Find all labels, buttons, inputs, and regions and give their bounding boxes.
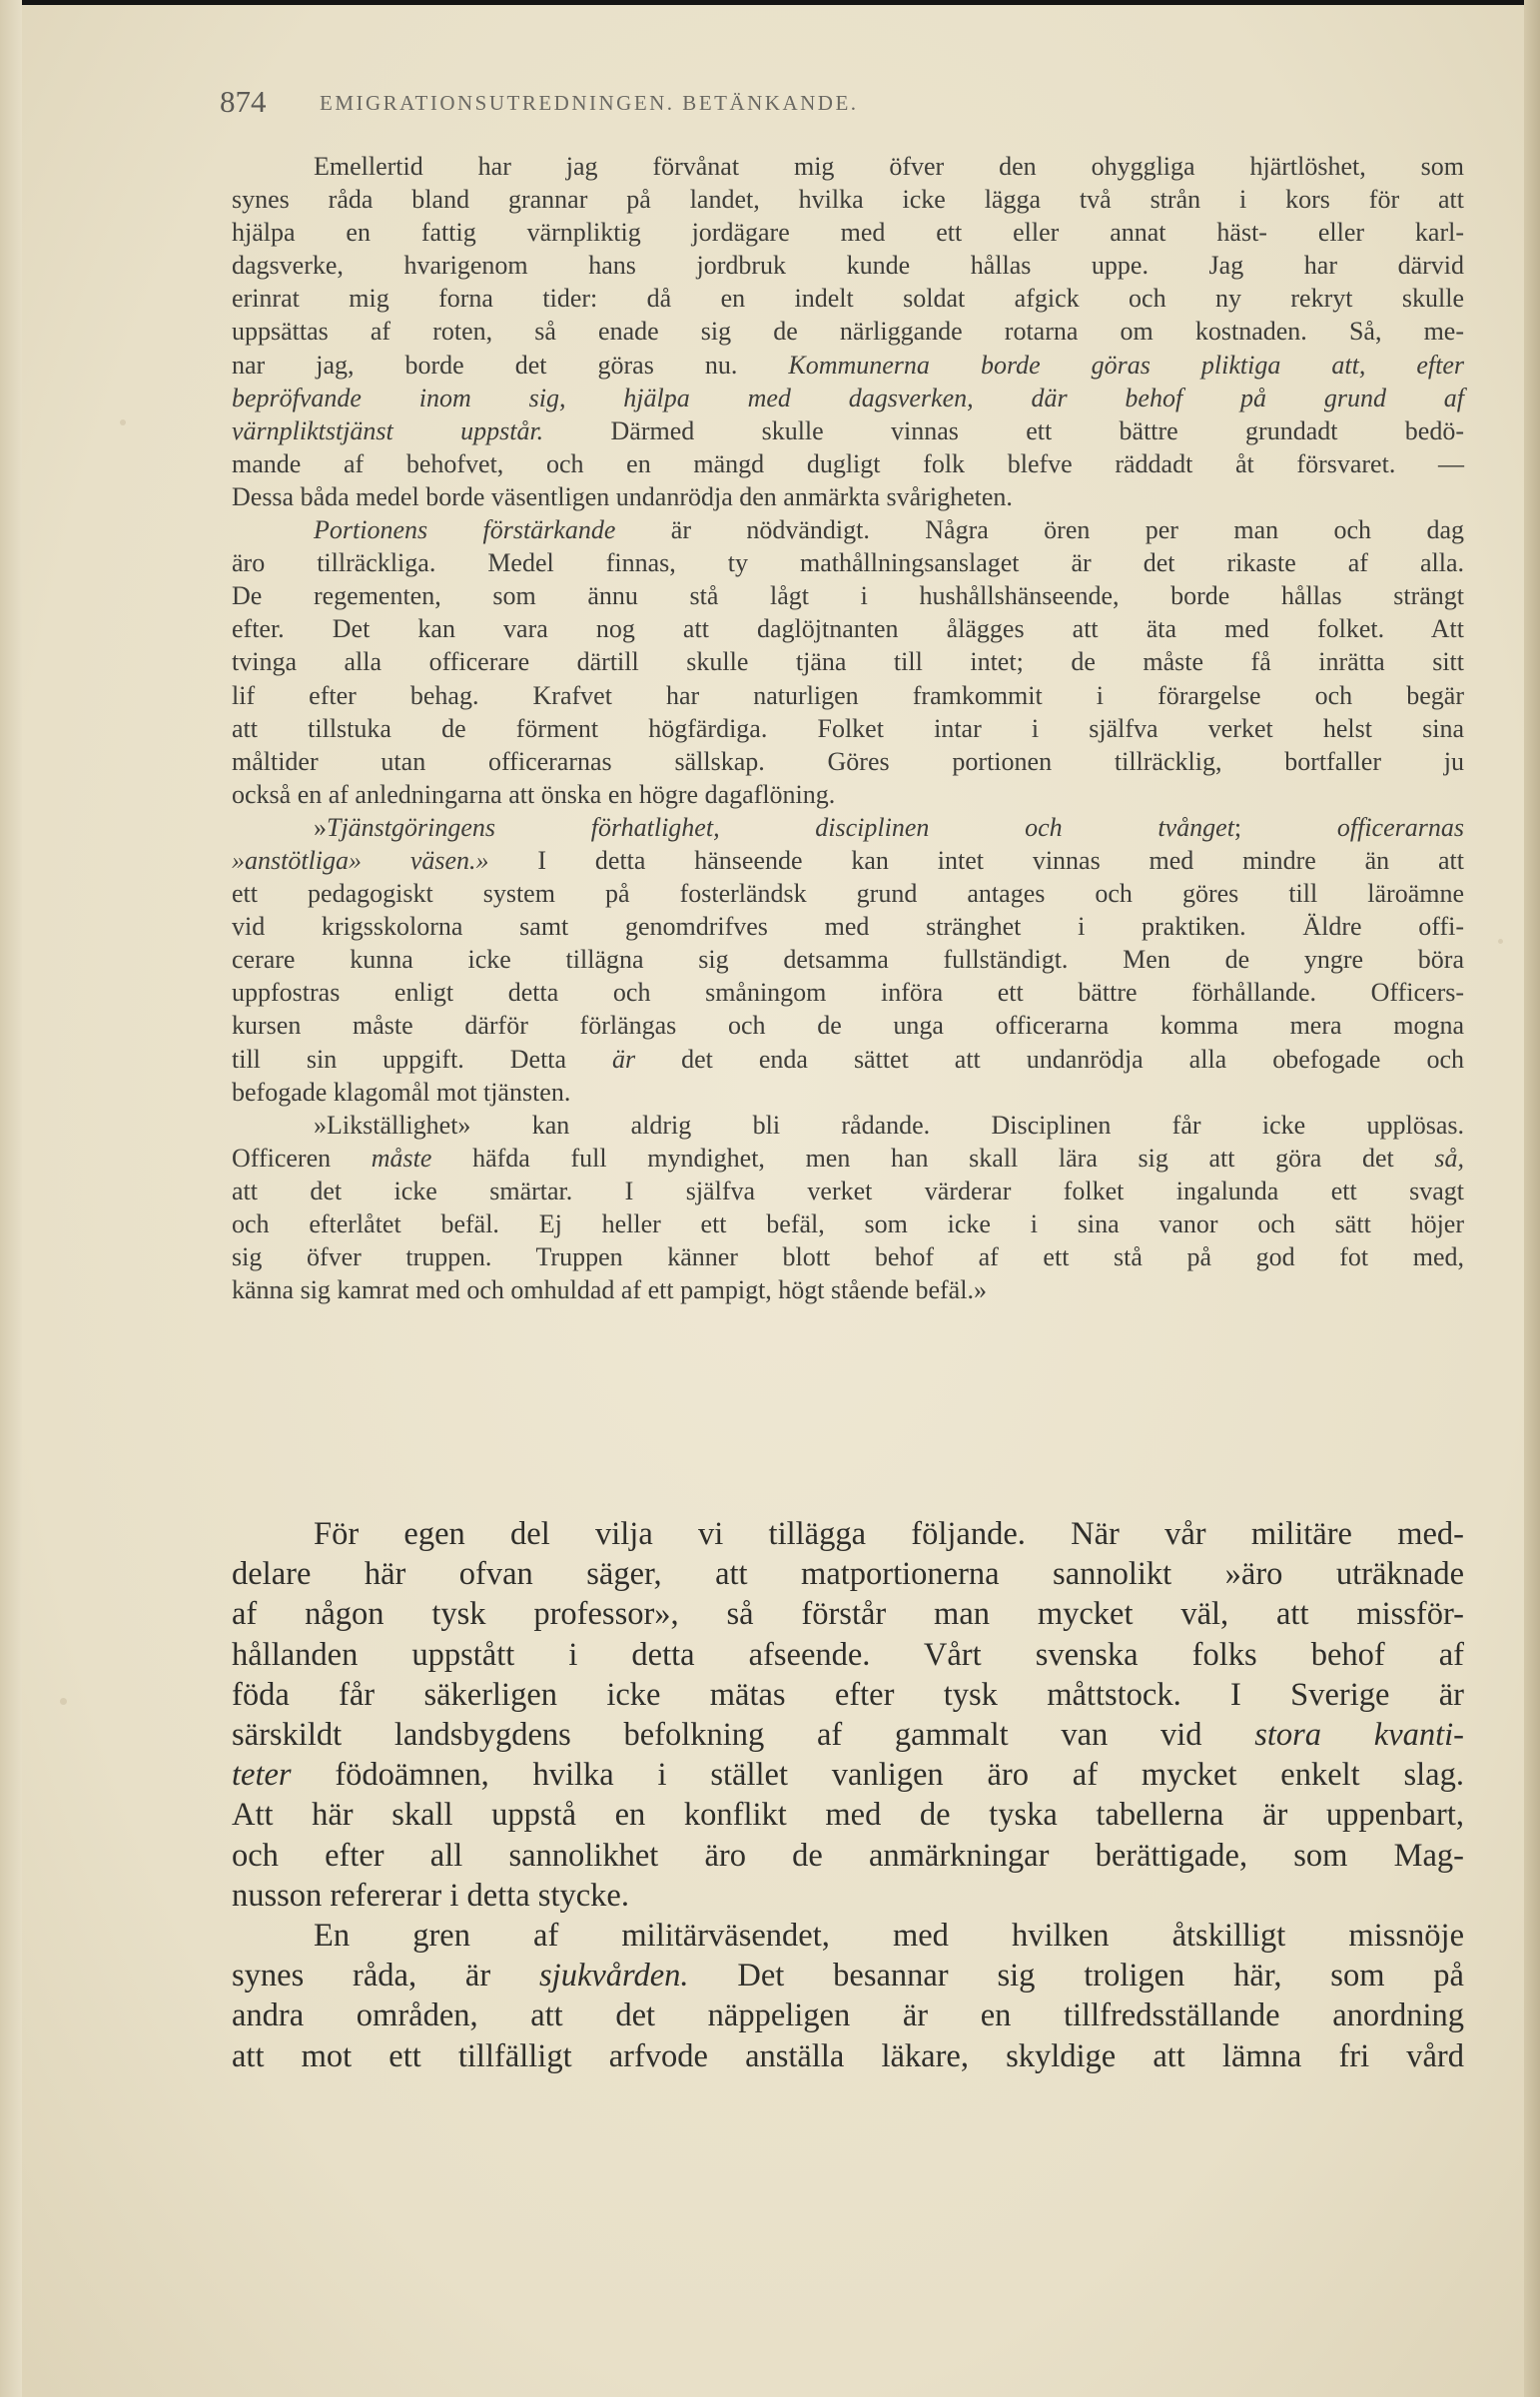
text-line bbox=[232, 414, 1464, 447]
text-run: efter. Det kan vara nog att daglöjtnanten ålägges att äta med folket. Att bbox=[232, 614, 1464, 644]
text-run: mande af behofvet, och en mängd dugligt folk blefve räddadt åt försvaret. — bbox=[232, 448, 1464, 478]
text-run: De regementen, som ännu stå lågt i hushållshänseende, borde hållas strängt bbox=[232, 581, 1464, 611]
text-line bbox=[232, 216, 1464, 249]
text-run: För egen del vilja vi tillägga följande. När vår militäre med- bbox=[314, 1516, 1464, 1552]
text-run: dagsverke, hvarigenom hans jordbruk kunde hållas uppe. Jag har därvid bbox=[232, 251, 1464, 281]
text-line bbox=[232, 382, 1464, 414]
italic-text: Portionens förstärkande bbox=[314, 515, 616, 545]
italic-text: Kommunerna borde göras pliktiga att, efter bbox=[788, 350, 1464, 380]
text-run: lif efter behag. Krafvet har naturligen framkommit i förargelse och begär bbox=[232, 680, 1464, 710]
text-line bbox=[232, 712, 1464, 745]
running-title: EMIGRATIONSUTREDNINGEN. BETÄNKANDE. bbox=[320, 91, 859, 115]
text-run: befogade klagomål mot tjänsten. bbox=[232, 1077, 571, 1107]
text-run: En gren af militärväsendet, med hvilken åtskilligt missnöje bbox=[314, 1918, 1464, 1955]
text-run: Att här skall uppstå en konflikt med de tyska tabellerna är uppenbart, bbox=[232, 1797, 1464, 1834]
text-run: äro tillräckliga. Medel finnas, ty mathållningsanslaget är det rikaste af alla. bbox=[232, 548, 1464, 578]
text-run: Officeren bbox=[232, 1143, 372, 1173]
text-run: hjälpa en fattig värnpliktig jordägare med ett eller annat häst- eller karl- bbox=[232, 218, 1464, 248]
text-line bbox=[232, 1755, 1464, 1795]
text-run: vid krigsskolorna samt genomdrifves med stränghet i praktiken. Äldre offi- bbox=[232, 912, 1464, 942]
italic-text: stora kvanti- bbox=[1254, 1717, 1464, 1754]
text-run: uppsättas af roten, så enade sig de närliggande rotarna om kostnaden. Så, me- bbox=[232, 317, 1464, 347]
italic-text: värnpliktstjänst uppstår. bbox=[232, 415, 544, 445]
italic-text: sjukvården. bbox=[539, 1958, 689, 1995]
text-run: Dessa båda medel borde väsentligen undanrödja den anmärkta svårigheten. bbox=[232, 481, 1013, 511]
text-line bbox=[232, 943, 1464, 976]
page-left-edge bbox=[0, 0, 22, 2397]
text-run: till sin uppgift. Detta bbox=[232, 1044, 613, 1074]
text-run: att tillstuka de förment högfärdiga. Folket intar i själfva verket helst sina bbox=[232, 713, 1464, 743]
italic-text: Tjänstgöringens förhatlighet, disciplinen och tvånget bbox=[327, 812, 1234, 842]
text-line bbox=[232, 976, 1464, 1009]
page-number: 874 bbox=[220, 84, 267, 119]
text-line bbox=[232, 645, 1464, 678]
italic-text: »anstötliga» väsen.» bbox=[232, 845, 489, 875]
text-line bbox=[232, 1916, 1464, 1956]
text-line bbox=[232, 1240, 1464, 1273]
text-line bbox=[232, 1594, 1464, 1634]
text-line bbox=[232, 447, 1464, 480]
text-line bbox=[232, 811, 1464, 844]
paper-speck bbox=[1498, 939, 1503, 944]
italic-text: teter bbox=[232, 1757, 292, 1794]
text-line bbox=[232, 1043, 1464, 1076]
text-run: känna sig kamrat med och omhuldad af ett pampigt, högt stående befäl.» bbox=[232, 1275, 987, 1305]
text-line bbox=[232, 1009, 1464, 1042]
text-run: synes råda bland grannar på landet, hvilka icke lägga två strån i kors för att bbox=[232, 185, 1464, 215]
text-run: Det besannar sig troligen här, som på bbox=[688, 1958, 1464, 1995]
text-run: särskildt landsbygdens befolkning af gammalt van vid bbox=[232, 1717, 1255, 1754]
text-line bbox=[232, 513, 1464, 546]
text-run: » bbox=[314, 812, 327, 842]
italic-text: bepröfvande inom sig, hjälpa med dagsverken, där behof på grund af bbox=[232, 383, 1464, 412]
page-header bbox=[220, 84, 1490, 128]
text-line bbox=[232, 1836, 1464, 1876]
text-line bbox=[232, 546, 1464, 579]
text-line bbox=[232, 745, 1464, 778]
text-line bbox=[232, 844, 1464, 877]
text-line bbox=[232, 1109, 1464, 1142]
text-run: »Likställighet» kan aldrig bli rådande. Disciplinen får icke upplösas. bbox=[314, 1110, 1464, 1140]
text-line bbox=[232, 1514, 1464, 1554]
text-run: att det icke smärtar. I själfva verket värderar folket ingalunda ett svagt bbox=[232, 1176, 1464, 1205]
text-run: Därmed skulle vinnas ett bättre grundadt bedö- bbox=[543, 415, 1464, 445]
text-run: föda får säkerligen icke mätas efter tysk måttstock. I Sverige är bbox=[232, 1676, 1464, 1713]
text-line bbox=[232, 282, 1464, 315]
italic-text: är bbox=[612, 1044, 636, 1074]
text-run: ett pedagogiskt system på fosterländsk grund antages och göres till läroämne bbox=[232, 879, 1464, 909]
text-run: synes råda, är bbox=[232, 1958, 540, 1995]
text-line bbox=[232, 1876, 1464, 1916]
text-line bbox=[232, 150, 1464, 183]
text-line bbox=[232, 480, 1464, 513]
text-run: hållanden uppstått i detta afseende. Vårt svenska folks behof af bbox=[232, 1636, 1464, 1673]
text-run: tvinga alla officerare därtill skulle tjäna till intet; de måste få inrätta sitt bbox=[232, 647, 1464, 677]
text-run: delare här ofvan säger, att matportionerna sannolikt »äro uträknade bbox=[232, 1556, 1464, 1593]
text-line bbox=[232, 778, 1464, 811]
text-run: måltider utan officerarnas sällskap. Göres portionen tillräcklig, bortfaller ju bbox=[232, 746, 1464, 776]
commentary-text bbox=[232, 1514, 1464, 2076]
text-line bbox=[232, 1956, 1464, 1996]
text-run: nusson refererar i detta stycke. bbox=[232, 1877, 629, 1914]
text-run: andra områden, att det näppeligen är en tillfredsställande anordning bbox=[232, 1998, 1464, 2034]
italic-text: så, bbox=[1434, 1143, 1465, 1173]
text-run: I detta hänseende kan intet vinnas med mindre än att bbox=[488, 845, 1464, 875]
paper-speck bbox=[60, 1698, 67, 1705]
text-run: det enda sättet att undanrödja alla obefogade och bbox=[635, 1044, 1464, 1074]
text-run: sig öfver truppen. Truppen känner blott behof af ett stå på god fot med, bbox=[232, 1242, 1464, 1272]
top-scan-border bbox=[0, 0, 1540, 5]
page-right-edge bbox=[1524, 0, 1540, 2397]
text-line bbox=[232, 1175, 1464, 1207]
text-run: Emellertid har jag förvånat mig öfver den ohyggliga hjärtlöshet, som bbox=[314, 152, 1464, 181]
text-run: är nödvändigt. Några ören per man och dag bbox=[615, 515, 1464, 545]
text-line bbox=[232, 1076, 1464, 1109]
text-run: också en af anledningarna att önska en högre dagaflöning. bbox=[232, 779, 836, 809]
text-run: och efter all sannolikhet äro de anmärkningar berättigade, som Mag- bbox=[232, 1837, 1464, 1874]
text-line bbox=[232, 315, 1464, 348]
text-line bbox=[232, 183, 1464, 216]
paper-speck bbox=[120, 419, 126, 425]
text-line bbox=[232, 2036, 1464, 2076]
text-line bbox=[232, 1675, 1464, 1715]
text-run: nar jag, borde det göras nu. bbox=[232, 350, 789, 380]
italic-text: officerarnas bbox=[1336, 812, 1464, 842]
text-line bbox=[232, 1142, 1464, 1175]
text-run: att mot ett tillfälligt arfvode anställa läkare, skyldige att lämna fri vård bbox=[232, 2037, 1464, 2074]
text-line bbox=[232, 1273, 1464, 1306]
text-run: ; bbox=[1233, 812, 1337, 842]
text-line bbox=[232, 877, 1464, 910]
text-run: uppfostras enligt detta och småningom införa ett bättre förhållande. Officers- bbox=[232, 978, 1464, 1008]
text-run: cerare kunna icke tillägna sig detsamma fullständigt. Men de yngre böra bbox=[232, 945, 1464, 975]
text-run: af någon tysk professor», så förstår man mycket väl, att missför- bbox=[232, 1596, 1464, 1633]
text-line bbox=[232, 679, 1464, 712]
text-run: och efterlåtet befäl. Ej heller ett befäl, som icke i sina vanor och sätt höjer bbox=[232, 1209, 1464, 1238]
quoted-letter-text bbox=[232, 150, 1464, 1306]
text-line bbox=[232, 349, 1464, 382]
text-line bbox=[232, 1996, 1464, 2035]
text-line bbox=[232, 1635, 1464, 1675]
text-run: födoämnen, hvilka i stället vanligen äro af mycket enkelt slag. bbox=[291, 1757, 1464, 1794]
text-run: erinrat mig forna tider: då en indelt soldat afgick och ny rekryt skulle bbox=[232, 284, 1464, 314]
text-line bbox=[232, 1207, 1464, 1240]
italic-text: måste bbox=[371, 1143, 432, 1173]
text-run: kursen måste därför förlängas och de unga officerarna komma mera mogna bbox=[232, 1011, 1464, 1041]
text-line bbox=[232, 249, 1464, 282]
text-line bbox=[232, 910, 1464, 943]
text-line bbox=[232, 579, 1464, 612]
text-run: häfda full myndighet, men han skall lära sig att göra det bbox=[431, 1143, 1435, 1173]
text-line bbox=[232, 1795, 1464, 1835]
text-line bbox=[232, 1715, 1464, 1755]
text-line bbox=[232, 612, 1464, 645]
text-line bbox=[232, 1554, 1464, 1594]
